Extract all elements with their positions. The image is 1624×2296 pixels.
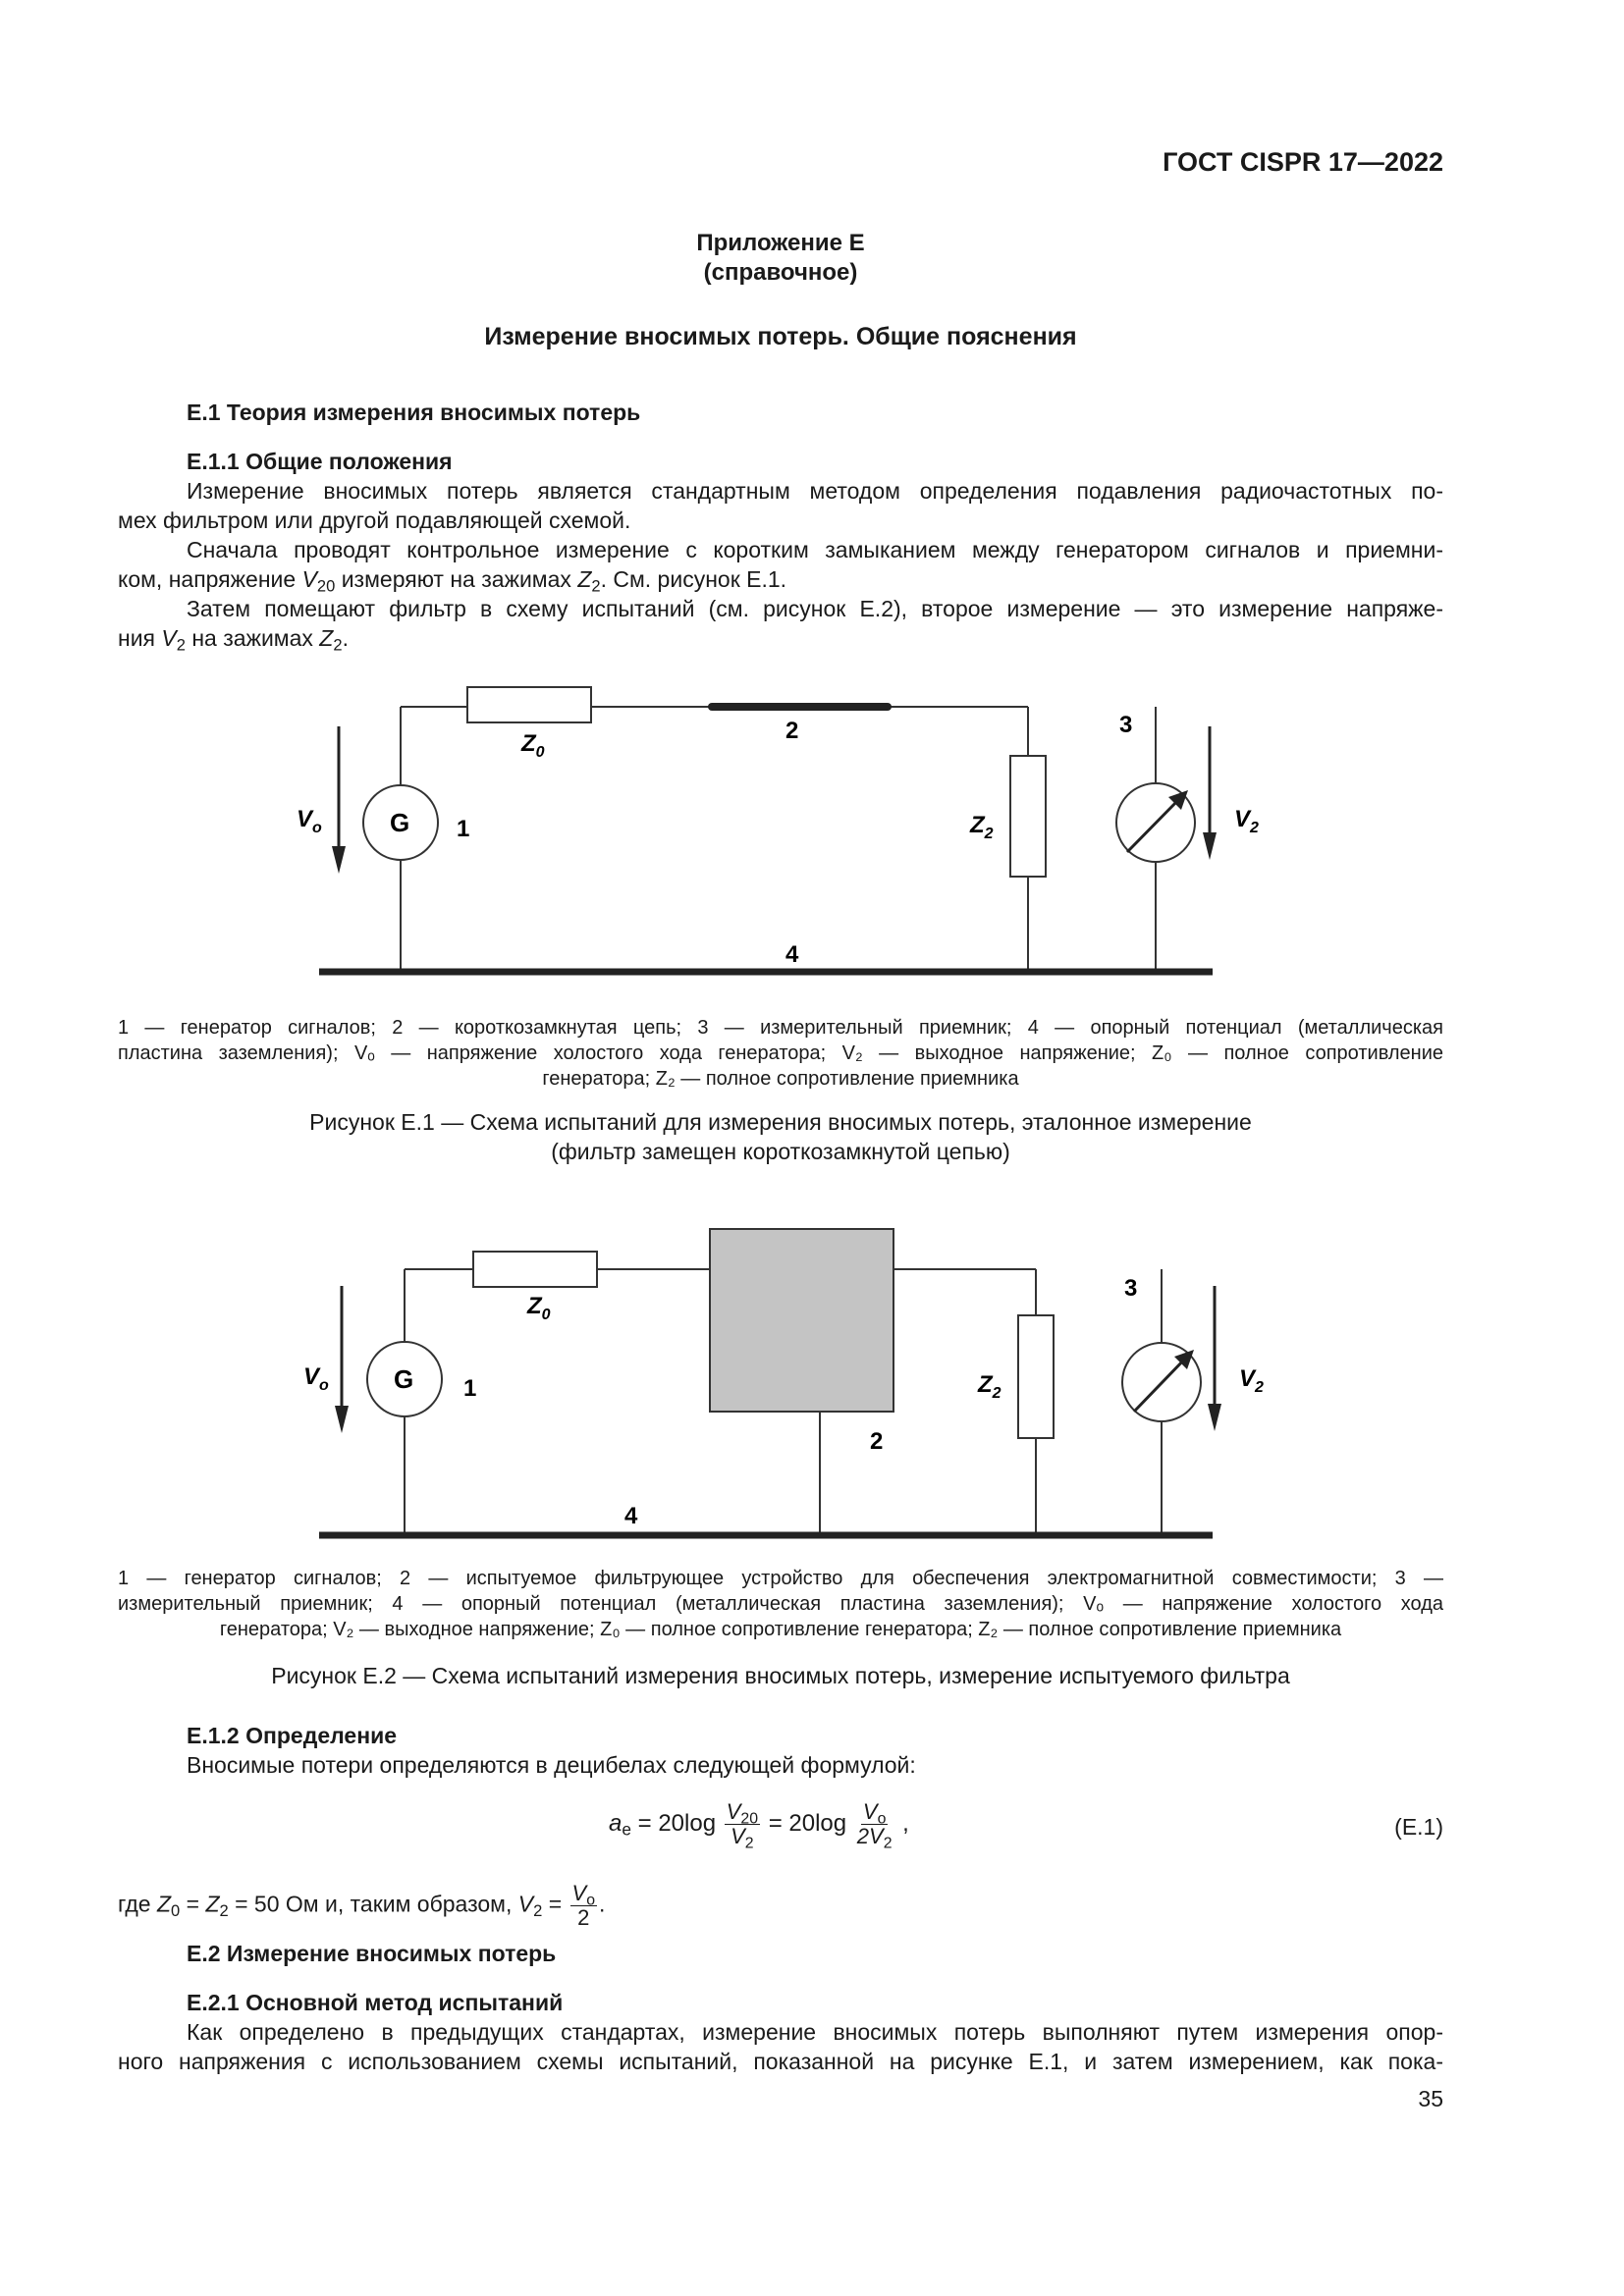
- generator-label: G: [394, 1364, 414, 1394]
- generator-label: G: [390, 808, 410, 837]
- label-v2: $V_2$: [1239, 1365, 1264, 1396]
- figure-e1-legend: 1 — генератор сигналов; 2 — короткозамкнутая цепь; 3 — измерительный приемник; 4 — опорный потенциал (металлическая пластина заземления); Vₒ — напряжение холостого хода генератора; V₂ — выходное напряжение; Z₀ — полное сопротивление генератора; Z₂ — полное сопротивление приемника: [118, 1017, 1443, 1090]
- figure-e1-diagram: [0, 667, 1624, 1001]
- figure-e2-legend: 1 — генератор сигналов; 2 — испытуемое фильтрующее устройство для обеспечения электромагнитной совместимости; 3 — измерительный приемник; 4 — опорный потенциал (металлическая пластина заземления); Vₒ — напряжение холостого хода генератора; V₂ — выходное напряжение; Z₀ — полное сопротивление генератора; Z₂ — полное сопротивление приемника: [118, 1568, 1443, 1640]
- label-z0: $Z_0$: [527, 1293, 551, 1323]
- page-number: 35: [1418, 2086, 1443, 2111]
- label-4: 4: [624, 1503, 638, 1529]
- label-v0: $V_o$: [297, 806, 322, 836]
- annex-heading: Измерение вносимых потерь. Общие пояснения: [484, 323, 1077, 350]
- label-z2: $Z_2$: [978, 1371, 1001, 1402]
- label-2: 2: [870, 1428, 884, 1455]
- annex-status: (справочное): [703, 259, 858, 286]
- resistor-z2: [1018, 1315, 1054, 1438]
- figure-e2-title: Рисунок Е.2 — Схема испытаний измерения вносимых потерь, измерение испытуемого фильтра: [271, 1663, 1290, 1688]
- filter-under-test: [710, 1229, 893, 1412]
- figure-e1-title: Рисунок Е.1 — Схема испытаний для измерения вносимых потерь, эталонное измерение (фильтр замещен короткозамкнутой цепью): [309, 1109, 1252, 1164]
- figure-e2-diagram: [0, 1217, 1624, 1551]
- label-1: 1: [463, 1375, 477, 1402]
- label-v2: $V_2$: [1234, 806, 1259, 836]
- label-2: 2: [785, 718, 799, 744]
- formula-where: где $Z_0 = Z_2 = 50$ Ом и, таким образом, $V_2$ = $\frac{V_o}{2}$ .: [118, 1881, 606, 1930]
- label-3: 3: [1119, 712, 1133, 738]
- arrow-v2-icon: [1208, 1286, 1221, 1431]
- annex-title: Приложение Е: [696, 230, 865, 256]
- section-e12-heading: Е.1.2 Определение: [187, 1723, 398, 1748]
- label-z2: $Z_2$: [970, 812, 994, 842]
- section-e2-heading: Е.2 Измерение вносимых потерь: [187, 1941, 557, 1966]
- arrow-v2-icon: [1203, 726, 1217, 860]
- paragraph-general: Измерение вносимых потерь является стандартным методом определения подавления радиочастотных по- мех фильтром или другой подавляющей схемой.: [118, 478, 1443, 533]
- resistor-z0: [467, 687, 591, 722]
- section-e11-heading: Е.1.1 Общие положения: [187, 449, 453, 474]
- standard-designation: ГОСТ CISPR 17—2022: [1163, 147, 1443, 177]
- arrow-v0-icon: [335, 1286, 349, 1433]
- label-z0: $Z_0$: [521, 730, 545, 761]
- label-v0: $V_o$: [303, 1363, 329, 1394]
- label-4: 4: [785, 941, 799, 968]
- formula-e1: $a_e = 20\log$ $\frac{V_{20}}{V_2}$ = 20log $\frac{V_o}{2V_2}$ ,: [609, 1799, 909, 1852]
- resistor-z0: [473, 1252, 597, 1287]
- formula-number: (Е.1): [1394, 1814, 1443, 1840]
- paragraph-reference-measurement: Сначала проводят контрольное измерение с коротким замыканием между генератором сигналов и приемни- ком, напряжение $V_{20}$ измеряют на зажимах $Z_2$. См. рисунок Е.1.: [118, 537, 1443, 596]
- paragraph-basic-method: Как определено в предыдущих стандартах, измерение вносимых потерь выполняют путем измерения опор- ного напряжения с использованием схемы испытаний, показанной на рисунке Е.1, и затем измерением, как пока-: [118, 2019, 1443, 2074]
- section-e21-heading: Е.2.1 Основной метод испытаний: [187, 1990, 564, 2015]
- label-3: 3: [1124, 1275, 1138, 1302]
- paragraph-filter-measurement: Затем помещают фильтр в схему испытаний (см. рисунок Е.2), второе измерение — это измерение напряже- ния $V_2$ на зажимах $Z_2$.: [118, 596, 1443, 655]
- paragraph-definition: Вносимые потери определяются в децибелах следующей формулой:: [187, 1752, 916, 1778]
- resistor-z2: [1010, 756, 1046, 877]
- arrow-v0-icon: [332, 726, 346, 874]
- section-e1-heading: Е.1 Теория измерения вносимых потерь: [187, 400, 641, 425]
- label-1: 1: [457, 816, 470, 842]
